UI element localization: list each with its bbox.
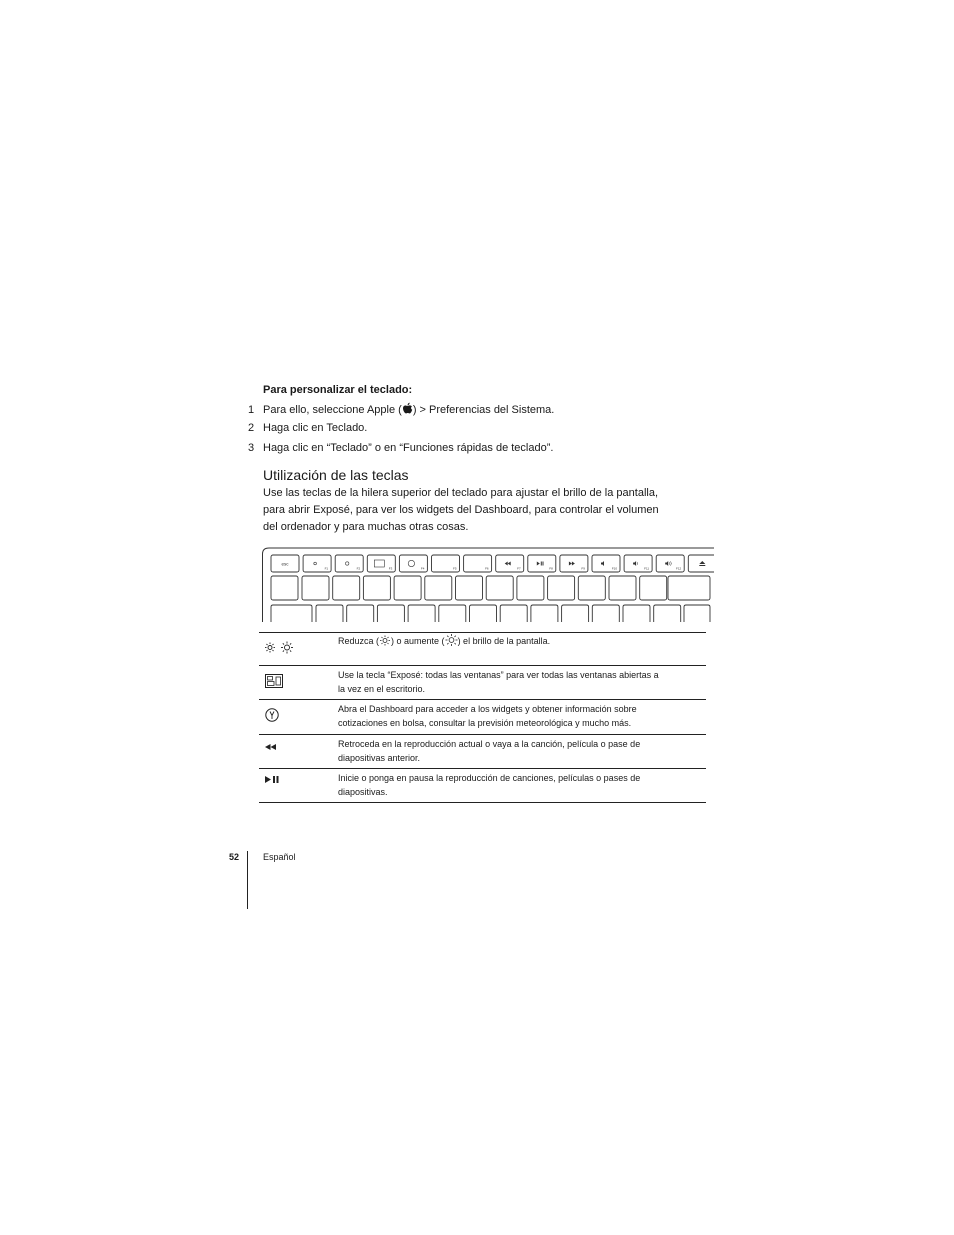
key <box>548 576 575 600</box>
brightness-down-icon <box>379 635 391 646</box>
fn-key-label: F5 <box>452 566 457 571</box>
table-row <box>259 666 706 700</box>
key <box>562 605 589 622</box>
fastforward-key-icon <box>569 562 572 566</box>
desc-line: Inicie o ponga en pausa la reproducción de canciones, películas o pases de <box>338 773 641 783</box>
feature-description <box>338 737 693 765</box>
key <box>684 605 710 622</box>
fn-key-label: F10 <box>611 566 617 571</box>
expose-icon <box>265 674 283 688</box>
rewind-key-icon <box>505 562 508 566</box>
volume-wave-icon <box>637 562 638 565</box>
page-number: 52 <box>229 852 240 862</box>
brightness-up-icon <box>445 634 458 646</box>
feature-description <box>338 702 693 730</box>
pause-key-icon <box>541 562 542 566</box>
key <box>456 576 483 600</box>
procedure-title: Para personalizar el teclado: <box>263 384 413 396</box>
key <box>640 576 667 600</box>
table-row <box>259 769 706 803</box>
letter-key-row <box>271 605 710 622</box>
desc-line: diapositivas. <box>338 787 388 797</box>
expose-key-icon <box>374 560 384 567</box>
intro-line: del ordenador y para muchas otras cosas. <box>263 521 469 533</box>
feature-description <box>338 634 693 648</box>
feature-description <box>338 771 693 799</box>
keyboard-illustration <box>262 546 714 622</box>
fn-key-label: F12 <box>676 566 682 571</box>
esc-key-label: esc <box>281 561 289 567</box>
desc-line: Use la tecla “Exposé: todas las ventanas” para ver todas las ventanas abiertas a <box>338 670 659 680</box>
apple-logo-icon <box>402 402 413 415</box>
fn-key-label: F9 <box>581 566 585 571</box>
key <box>439 605 466 622</box>
fn-key-label: F6 <box>485 566 489 571</box>
rewind-icon <box>265 744 276 750</box>
fn-key-label: F2 <box>356 566 361 571</box>
key <box>531 605 558 622</box>
function-key-row <box>271 555 714 572</box>
tab-key <box>271 605 312 622</box>
key <box>394 576 421 600</box>
play-pause-icon <box>265 776 279 783</box>
key <box>347 605 374 622</box>
step-text: Haga clic en Teclado. <box>263 422 368 434</box>
desc-part: ) el brillo de la pantalla. <box>457 636 551 646</box>
fn-key-label: F11 <box>644 566 650 571</box>
volume-key-icon <box>633 561 636 566</box>
dashboard-icon <box>265 708 279 722</box>
fn-key-label: F1 <box>324 566 329 571</box>
brightness-icon <box>265 641 295 654</box>
brightness-key-icon <box>314 562 317 565</box>
key <box>271 576 298 600</box>
feature-description <box>338 668 693 696</box>
rewind-key-icon <box>508 562 511 566</box>
key <box>470 605 497 622</box>
fn-key-label: F7 <box>517 566 521 571</box>
key <box>408 605 435 622</box>
step-number: 2 <box>248 422 255 434</box>
key <box>623 605 650 622</box>
key <box>609 576 636 600</box>
footer-language: Español <box>263 852 296 862</box>
key <box>377 605 404 622</box>
footer-rule <box>247 851 248 909</box>
key <box>486 576 513 600</box>
feature-table <box>259 632 706 803</box>
fastforward-key-icon <box>572 562 575 566</box>
section-heading: Utilización de las teclas <box>263 467 409 483</box>
delete-key <box>668 576 710 600</box>
desc-line: Abra el Dashboard para acceder a los widgets y obtener información sobre <box>338 704 637 714</box>
step-text-before: Para ello, seleccione Apple ( <box>263 404 402 416</box>
fn-key-label: F4 <box>420 566 425 571</box>
intro-paragraph <box>263 485 683 536</box>
step-2 <box>248 422 367 434</box>
number-key-row <box>271 576 710 600</box>
fn-key-label: F3 <box>388 566 393 571</box>
key <box>316 605 343 622</box>
play-key-icon <box>537 562 540 566</box>
key <box>363 576 390 600</box>
step-3 <box>248 442 553 454</box>
key <box>333 576 360 600</box>
step-number: 1 <box>248 404 255 416</box>
key <box>654 605 681 622</box>
step-text-after: ) > Preferencias del Sistema. <box>412 404 555 416</box>
key <box>517 576 544 600</box>
table-row <box>259 632 706 666</box>
brightness-key-icon <box>346 562 349 565</box>
table-row <box>259 700 706 735</box>
volume-wave-icon <box>669 562 670 565</box>
eject-key-icon <box>699 561 705 564</box>
volume-wave-icon <box>671 561 672 565</box>
desc-line: diapositivas anterior. <box>338 753 421 763</box>
volume-key-icon <box>665 561 668 566</box>
step-text: Haga clic en “Teclado” o en “Funciones rápidas de teclado”. <box>263 442 554 454</box>
intro-line: para abrir Exposé, para ver los widgets del Dashboard, para controlar el volumen <box>263 504 659 516</box>
table-row <box>259 735 706 769</box>
desc-line: Retroceda en la reproducción actual o vaya a la canción, película o pase de <box>338 739 641 749</box>
step-number: 3 <box>248 442 255 454</box>
pause-key-icon <box>543 562 544 566</box>
desc-line: la vez en el escritorio. <box>338 684 426 694</box>
key <box>425 576 452 600</box>
dashboard-key-icon <box>408 560 414 566</box>
intro-line: Use las teclas de la hilera superior del teclado para ajustar el brillo de la pantalla, <box>263 487 659 499</box>
step-1 <box>248 402 554 416</box>
volume-key-icon <box>601 561 604 566</box>
fn-key-label: F8 <box>549 566 553 571</box>
eject-key-icon <box>699 565 705 566</box>
key <box>500 605 527 622</box>
desc-part: Reduzca ( <box>338 636 380 646</box>
desc-line: cotizaciones en bolsa, consultar la previsión meteorológica y mucho más. <box>338 718 632 728</box>
key <box>592 605 619 622</box>
key <box>578 576 605 600</box>
desc-part: ) o aumente ( <box>391 636 445 646</box>
key <box>302 576 329 600</box>
